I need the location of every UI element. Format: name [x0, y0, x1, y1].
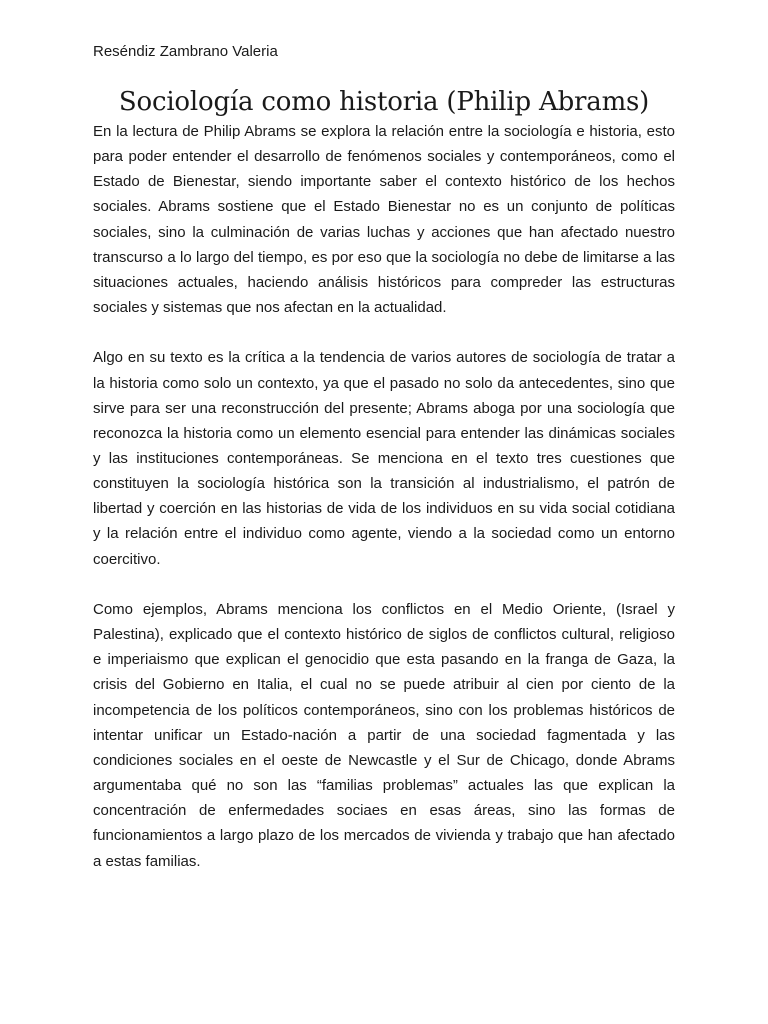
author-name: Reséndiz Zambrano Valeria	[93, 43, 278, 60]
document-body	[93, 119, 675, 899]
document-title: Sociología como historia (Philip Abrams)	[118, 87, 650, 117]
paragraph-1: En la lectura de Philip Abrams se explora la relación entre la sociología e historia, esto para poder entender el desarrollo de fenómenos sociales y contemporáneos, como el Estado de Bienestar, siendo importante saber el contexto histórico de los hechos sociales. Abrams sostiene que el Estado Bienestar no es un conjunto de políticas sociales, sino la culminación de varias luchas y acciones que han afectado nuestro transcurso a lo largo del tiempo, es por eso que la sociología no debe de limitarse a las situaciones actuales, haciendo análisis históricos para compreder las estructuras sociales y sistemas que nos afectan en la actualidad.	[93, 123, 675, 317]
paragraph-3: Como ejemplos, Abrams menciona los conflictos en el Medio Oriente, (Israel y Palestina), explicado que el contexto histórico de siglos de conflictos cultural, religioso e imperiaismo que explican el genocidio que esta pasando en la franga de Gaza, la crisis del Gobierno en Italia, el cual no se puede atribuir al cien por ciento de la incompetencia de los políticos contemporáneos, sino con los problemas históricos de intentar unificar un Estado-nación a partir de una sociedad fagmentada y las condiciones sociales en el oeste de Newcastle y el Sur de Chicago, donde Abrams argumentaba qué no son las “familias problemas” actuales las que explican la concentración de enfermedades sociaes en esas áreas, sino las formas de funcionamientos a largo plazo de los mercados de vivienda y trabajo que han afectado a estas familias.	[93, 600, 675, 870]
paragraph-2: Algo en su texto es la crítica a la tendencia de varios autores de sociología de tratar a la historia como solo un contexto, ya que el pasado no solo da antecedentes, sino que sirve para ser una reconstrucción del presente; Abrams aboga por una sociología que reconozca la historia como un elemento esencial para entender las dinámicas sociales y las instituciones contemporáneas. Se menciona en el texto tres cuestiones que constituyen la sociología histórica son la transición al industrialismo, el patrón de libertad y coerción en las historias de vida de los individuos en su vida social cotidiana y la relación entre el individuo como agente, viendo a la sociedad como un entorno coercitivo.	[93, 349, 675, 568]
